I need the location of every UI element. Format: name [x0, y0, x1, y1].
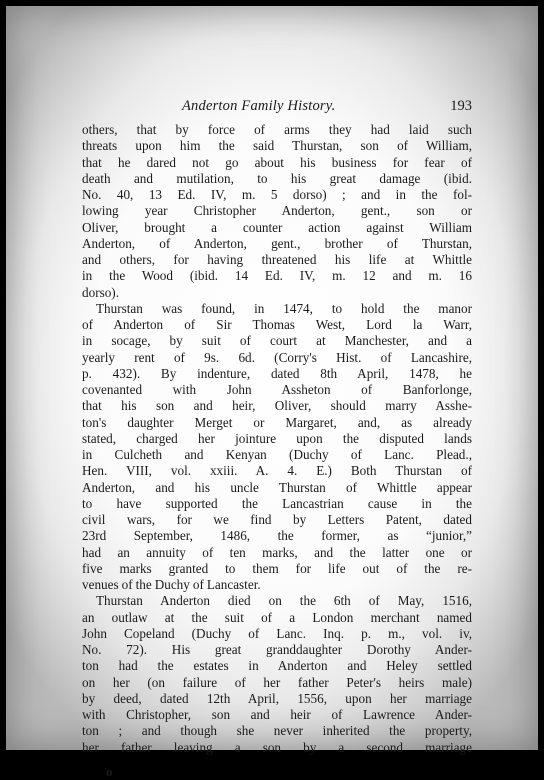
text-line: and others, for having threatened his life at Whittle [82, 252, 472, 267]
text-line: on her (on failure of her father Peter's heirs male) [82, 674, 472, 690]
text-line: in Culcheth and Kenyan (Duchy of Lanc. Plead., [82, 447, 472, 462]
text-line: her father leaving a son by a second marriage [82, 739, 472, 755]
text-line: threats upon him the said Thurstan, son of William, [82, 138, 472, 154]
text-line: in the Wood (ibid. 14 Ed. IV, m. 12 and m. 16 [82, 268, 472, 284]
text-line: stated, charged her jointure upon the disputed lands [82, 430, 472, 446]
text-line: by deed, dated 12th April, 1556, upon her marriage [82, 690, 472, 706]
running-title: Anderton Family History. [182, 98, 336, 114]
text-line: that he dared not go about his business for fear of [82, 154, 472, 170]
text-line: in socage, by suit of court at Manchester, and a [82, 333, 472, 349]
text-line: No. 40, 13 Ed. IV, m. 5 dorso) ; and in the fol- [82, 187, 472, 202]
text-line: dorso). [82, 284, 119, 300]
text-line: an outlaw at the suit of a London merchant named [82, 609, 472, 625]
text-line: with Christopher, son and heir of Lawrence Ander- [82, 707, 472, 722]
text-line: to have supported the Lancastrian cause in the [82, 495, 472, 511]
text-line: ton ; and though she never inherited the property, [82, 723, 472, 739]
text-line: lowing year Christopher Anderton, gent., son or [82, 203, 472, 219]
scan-frame [6, 6, 538, 779]
text-line: yearly rent of 9s. 6d. (Corry's Hist. of Lancashire, [82, 349, 472, 365]
text-line: Oliver, brought a counter action against William [82, 219, 472, 235]
text-line: others, that by force of arms they had laid such [82, 122, 472, 137]
body-text [82, 122, 472, 756]
text-line: venues of the Duchy of Lancaster. [82, 577, 261, 592]
text-line: of Anderton of Sir Thomas West, Lord la Warr, [82, 317, 472, 332]
text-line: ton had the estates in Anderton and Heley settled [82, 658, 472, 674]
page-number: 193 [450, 98, 472, 114]
text-line: covenanted with John Assheton of Banforlonge, [82, 382, 472, 397]
text-line: Thurstan was found, in 1474, to hold the manor [96, 300, 472, 316]
text-line: 23rd September, 1486, the former, as “junior,” [82, 528, 472, 544]
text-line: p. 432). By indenture, dated 8th April, 1478, he [82, 365, 472, 381]
text-line: ton's daughter Merget or Margaret, and, as already [82, 414, 472, 430]
text-line: Thurstan Anderton died on the 6th of May, 1516, [96, 593, 472, 609]
signature-mark: o [106, 763, 113, 779]
text-line: Hen. VIII, vol. xxiii. A. 4. E.) Both Thurstan of [82, 463, 472, 479]
page-header [82, 92, 472, 122]
text-line: death and mutilation, to his great damage (ibid. [82, 170, 472, 186]
text-line: that his son and heir, Oliver, should marry Asshe- [82, 398, 472, 414]
book-page [82, 92, 472, 779]
text-line: Anderton, of Anderton, gent., brother of Thurstan, [82, 235, 472, 251]
text-line: five marks granted to them for life out of the re- [82, 560, 472, 576]
text-line: civil wars, for we find by Letters Patent, dated [82, 512, 472, 527]
text-line: Anderton, and his uncle Thurstan of Whittle appear [82, 479, 472, 495]
text-line: No. 72). His great granddaughter Dorothy Ander- [82, 642, 472, 657]
text-line: had an annuity of ten marks, and the latter one or [82, 544, 472, 560]
text-line: John Copeland (Duchy of Lanc. Inq. p. m., vol. iv, [82, 625, 472, 641]
